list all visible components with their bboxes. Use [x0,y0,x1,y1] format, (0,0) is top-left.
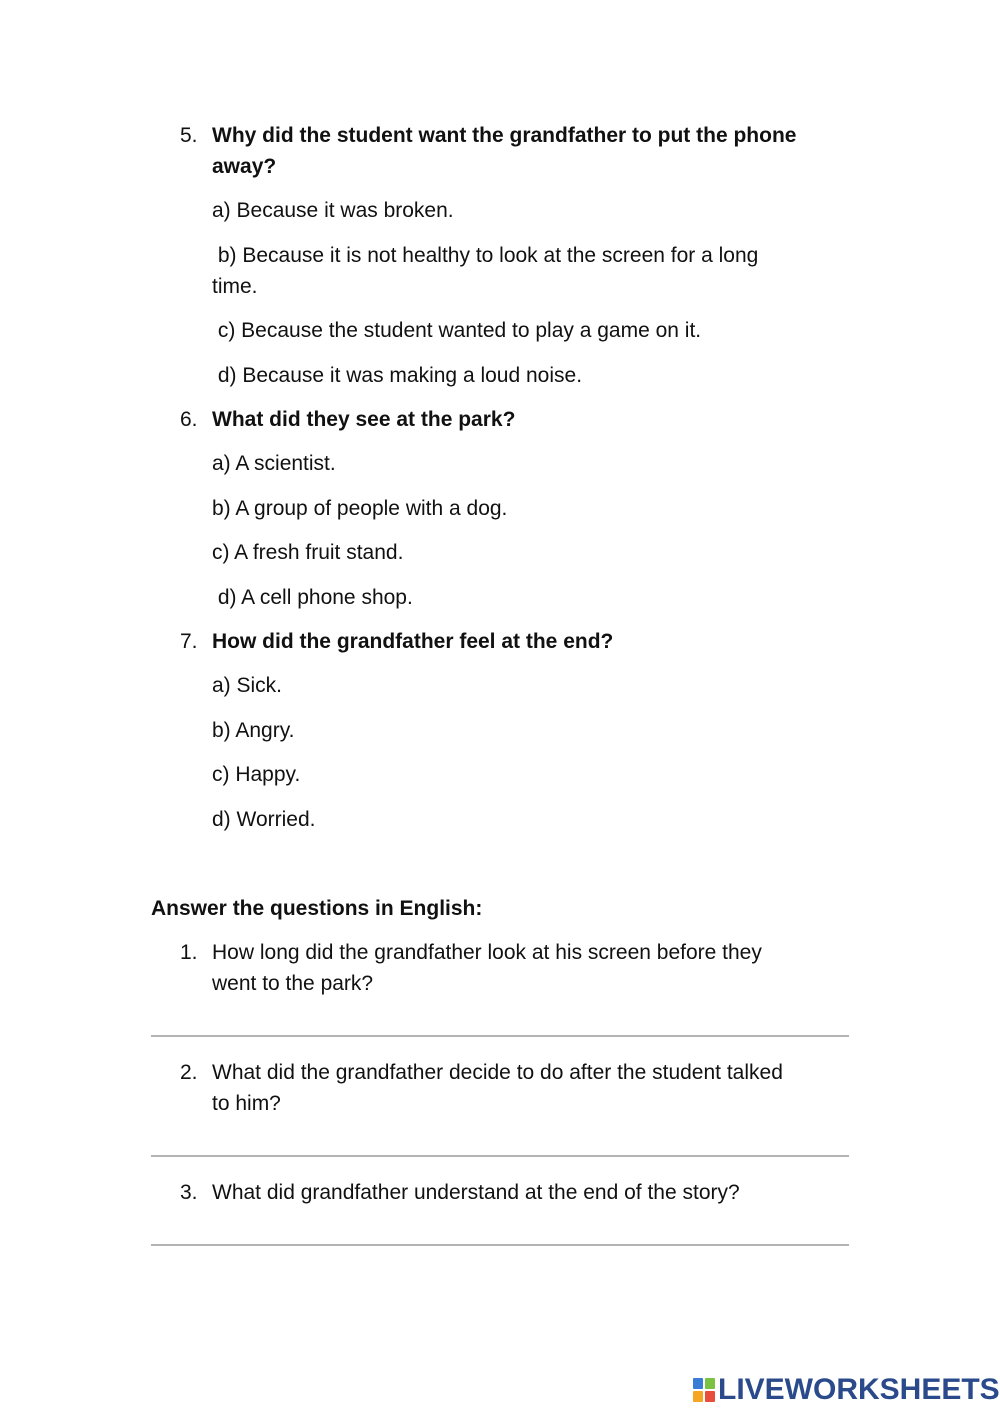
section-heading: Answer the questions in English: [151,897,483,920]
option-6c[interactable]: c) A fresh fruit stand. [212,541,404,564]
option-7b[interactable]: b) Angry. [212,719,295,742]
option-5b[interactable]: b) Because it is not healthy to look at the screen for a long [212,244,759,267]
answer-line-1[interactable] [151,1035,849,1037]
question-number: 7. [180,630,198,653]
logo-wordmark: LIVEWORKSHEETS [718,1373,1000,1406]
option-7c[interactable]: c) Happy. [212,763,301,786]
question-text: What did the grandfather decide to do after the student talked to him? [212,1061,783,1115]
question-text: Why did the student want the grandfather to put the phone away? [212,124,797,178]
answer-line-2[interactable] [151,1155,849,1157]
question-text: How did the grandfather feel at the end? [212,630,614,653]
option-6d[interactable]: d) A cell phone shop. [212,586,413,609]
option-6b[interactable]: b) A group of people with a dog. [212,497,508,520]
question-number: 3. [180,1181,198,1204]
question-text: How long did the grandfather look at his screen before they went to the park? [212,941,762,995]
option-6a[interactable]: a) A scientist. [212,452,336,475]
answer-line-3[interactable] [151,1244,849,1246]
question-text: What did they see at the park? [212,408,516,431]
liveworksheets-logo [692,1372,1000,1408]
option-7d[interactable]: d) Worried. [212,808,316,831]
option-5a[interactable]: a) Because it was broken. [212,199,454,222]
liveworksheets-logo-icon [692,1377,716,1403]
question-number: 6. [180,408,198,431]
option-7a[interactable]: a) Sick. [212,674,283,697]
option-5d[interactable]: d) Because it was making a loud noise. [212,364,583,387]
option-5b-continued[interactable]: time. [212,275,258,298]
question-number: 1. [180,941,198,964]
option-5c[interactable]: c) Because the student wanted to play a game on it. [212,319,702,342]
question-number: 5. [180,124,198,147]
question-text: What did grandfather understand at the end of the story? [212,1181,740,1204]
question-number: 2. [180,1061,198,1084]
